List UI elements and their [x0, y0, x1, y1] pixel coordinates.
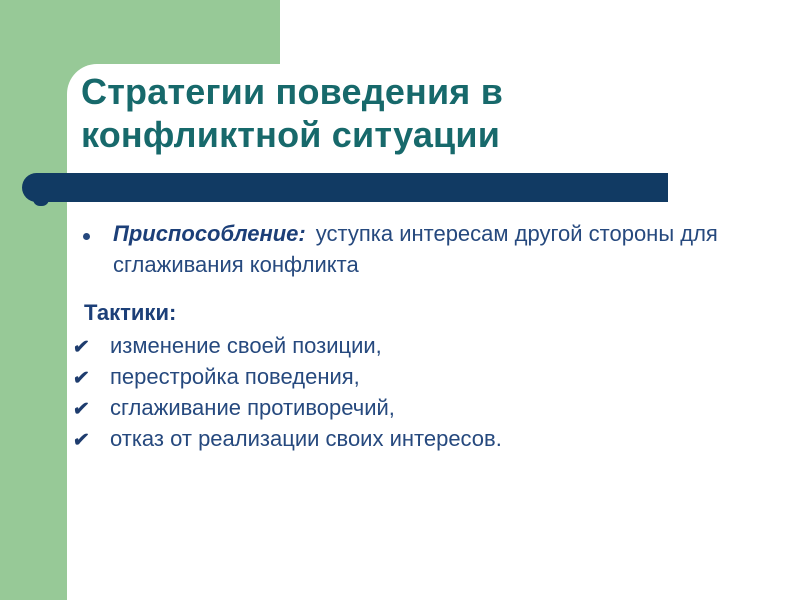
list-item-text: отказ от реализации своих интересов.	[110, 426, 502, 451]
list-item-text: изменение своей позиции,	[110, 333, 382, 358]
slide-title	[81, 70, 503, 156]
divider-bar	[22, 173, 668, 202]
list-item-text: перестройка поведения,	[110, 364, 360, 389]
check-icon: ✔	[71, 337, 91, 358]
check-icon: ✔	[71, 368, 91, 389]
accommodation-paragraph	[113, 218, 758, 280]
tactics-heading: Тактики:	[84, 300, 177, 325]
check-icon: ✔	[71, 399, 91, 420]
accommodation-term: Приспособление:	[113, 221, 306, 246]
slide-title-line2: конфликтной ситуации	[81, 114, 501, 155]
slide-title-line1: Стратегии поведения в	[81, 71, 504, 112]
list-item	[73, 361, 713, 392]
check-icon: ✔	[71, 430, 91, 451]
accommodation-text-line1: уступка интересам другой стороны для	[315, 221, 718, 246]
list-item	[73, 330, 713, 361]
list-item	[73, 392, 713, 423]
accommodation-text-line2: сглаживания конфликта	[113, 252, 359, 277]
list-item	[73, 423, 713, 454]
bullet-icon	[83, 233, 90, 240]
list-item-text: сглаживание противоречий,	[110, 395, 395, 420]
tactics-list	[73, 330, 713, 454]
